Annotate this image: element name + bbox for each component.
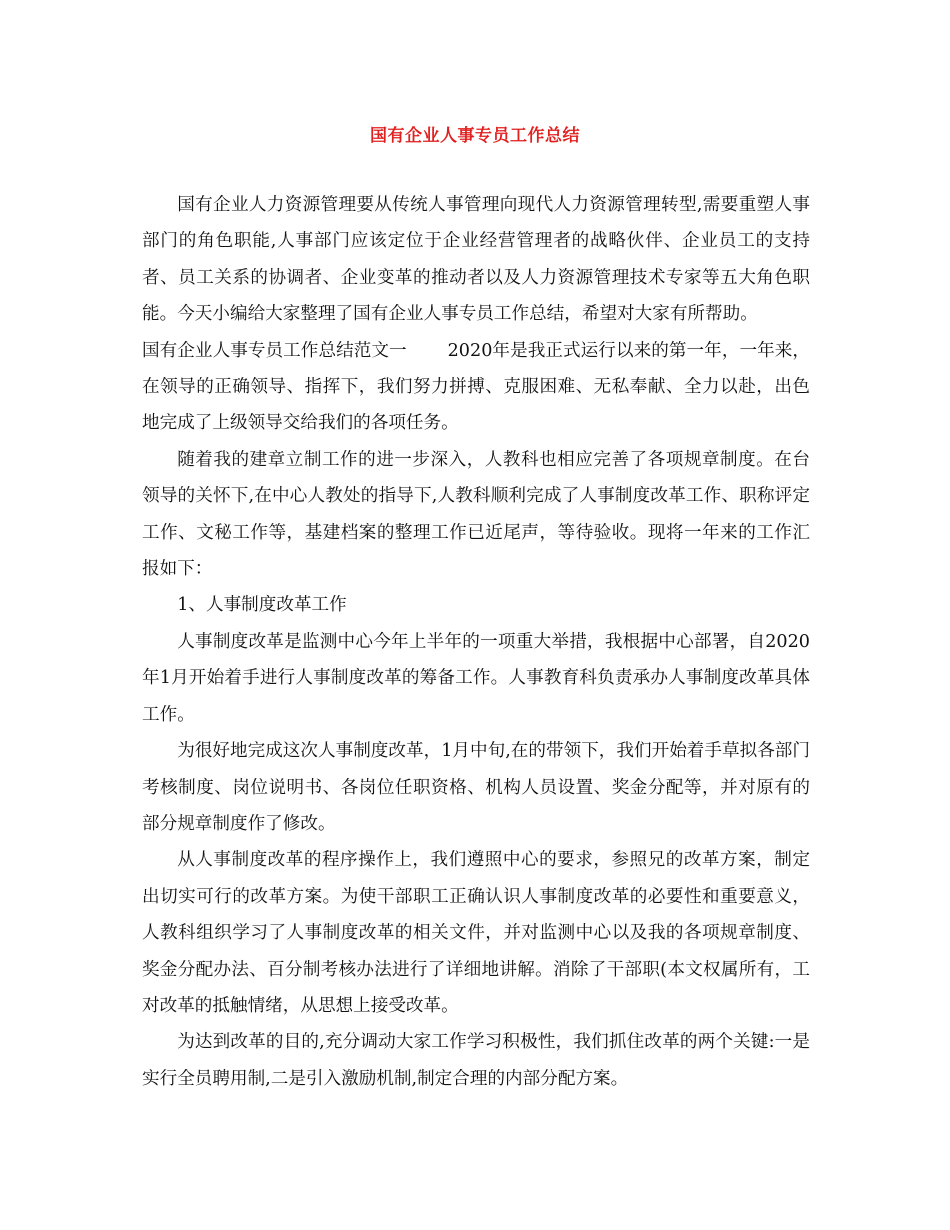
- paragraph-reform-procedure: 从人事制度改革的程序操作上，我们遵照中心的要求，参照兄的改革方案，制定出切实可行的改革方案。为使干部职工正确认识人事制度改革的必要性和重要意义，人教科组织学习了人事制度改革的相关文件，并对监测中心以及我的各项规章制度、奖金分配办法、百分制考核办法进行了详细地讲解。消除了干部职(本文权属所有，工对改革的抵触情绪，从思想上接受改革。: [142, 850, 810, 1016]
- section-heading: 1、人事制度改革工作: [177, 595, 347, 616]
- paragraph-reform-intro: 人事制度改革是监测中心今年上半年的一项重大举措，我根据中心部署，自2020年1月开始着手进行人事制度改革的筹备工作。人事教育科负责承办人事制度改革具体工作。: [142, 631, 810, 725]
- paragraph-sample-one: 国有企业人事专员工作总结范文一 2020年是我正式运行以来的第一年，一年来，在领导的正确领导、指挥下，我们努力拼搏、克服困难、无私奉献、全力以赴，出色地完成了上级领导交给我们的各项任务。: [142, 340, 810, 434]
- paragraph-intro: 国有企业人力资源管理要从传统人事管理向现代人力资源管理转型,需要重塑人事部门的角色职能,人事部门应该定位于企业经营管理者的战略伙伴、企业员工的支持者、员工关系的协调者、企业变革的推动者以及人力资源管理技术专家等五大角色职能。今天小编给大家整理了国有企业人事专员工作总结，希望对大家有所帮助。: [142, 195, 810, 325]
- paragraph-reform-drafting: 为很好地完成这次人事制度改革，1月中旬,在的带领下，我们开始着手草拟各部门考核制度、岗位说明书、各岗位任职资格、机构人员设置、奖金分配等，并对原有的部分规章制度作了修改。: [142, 741, 810, 834]
- paragraph-rules: 随着我的建章立制工作的进一步深入，人教科也相应完善了各项规章制度。在台领导的关怀下,在中心人教处的指导下,人教科顺利完成了人事制度改革工作、职称评定工作、文秘工作等，基建档案的整理工作已近尾声，等待验收。现将一年来的工作汇报如下：: [142, 449, 810, 580]
- document-title: 国有企业人事专员工作总结: [370, 126, 580, 146]
- paragraph-reform-keys: 为达到改革的目的,充分调动大家工作学习积极性，我们抓住改革的两个关键:一是实行全员聘用制,二是引入激励机制,制定合理的内部分配方案。: [142, 1032, 810, 1089]
- document-body: [142, 187, 810, 1097]
